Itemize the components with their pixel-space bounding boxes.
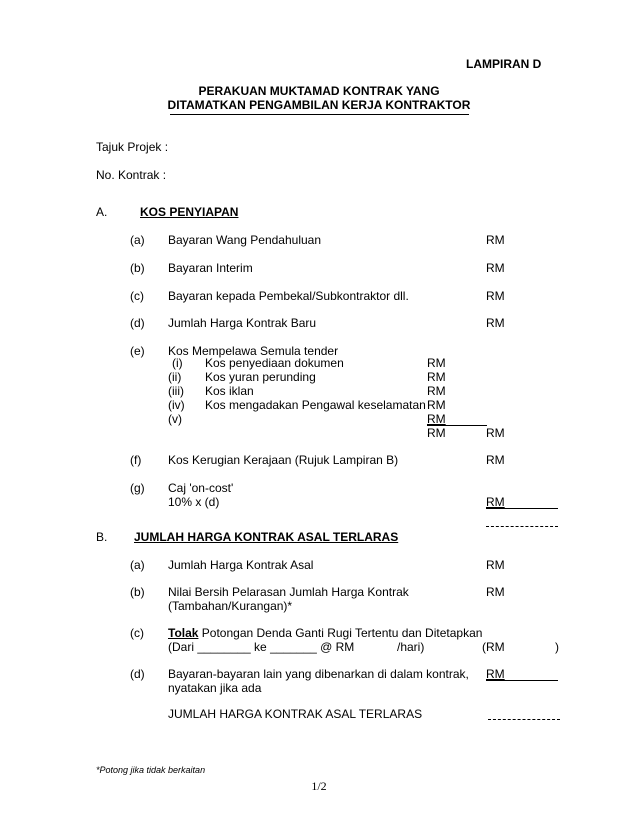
item-c-text: Bayaran kepada Pembekal/Subkontraktor dll. [168,289,409,303]
b-item-a-label: (a) [130,558,145,572]
section-b-title: JUMLAH HARGA KONTRAK ASAL TERLARAS [134,530,399,544]
b-item-d-rm: RM [486,667,505,681]
item-a-label: (a) [130,233,145,247]
item-b-label: (b) [130,261,145,275]
item-a-text: Bayaran Wang Pendahuluan [168,233,321,247]
sub-item-ii-label: (ii) [168,370,182,384]
item-d-label: (d) [130,316,145,330]
item-f-text: Kos Kerugian Kerajaan (Rujuk Lampiran B) [168,453,399,467]
sub-item-iv-text: Kos mengadakan Pengawal keselamatan [205,398,426,412]
b-total-line [488,719,560,720]
item-d-text: Jumlah Harga Kontrak Baru [168,316,317,330]
item-g-text: Caj 'on-cost' [168,481,234,495]
sub-item-iii-rm: RM [427,384,446,398]
sub-item-i-text: Kos penyediaan dokumen [205,356,344,370]
contract-number-field: No. Kontrak : [96,168,167,182]
item-d-rm: RM [486,316,505,330]
b-item-c-perday: /hari) [397,640,425,654]
b-item-d-label: (d) [130,667,145,681]
b-item-b-label: (b) [130,585,145,599]
b-item-b-text1: Nilai Bersih Pelarasan Jumlah Harga Kontrak [168,585,409,599]
b-item-c-text [168,626,482,640]
b-item-d-underline [486,680,558,681]
section-a-letter: A. [96,205,108,219]
b-item-b-rm: RM [486,585,505,599]
b-item-c-rm-open: (RM [482,640,505,654]
b-item-a-rm: RM [486,558,505,572]
sub-item-iv-rm: RM [427,398,446,412]
sub-item-iv-label: (iv) [168,398,185,412]
title-underline [170,114,469,115]
document-title-line2: DITAMATKAN PENGAMBILAN KERJA KONTRAKTOR [167,98,471,112]
sub-item-i-rm: RM [427,356,446,370]
document-title-line1: PERAKUAN MUKTAMAD KONTRAK YANG [198,84,440,98]
b-item-d-text1: Bayaran-bayaran lain yang dibenarkan di dalam kontrak, [168,667,469,681]
sub-item-ii-text: Kos yuran perunding [205,370,316,384]
section-a-title: KOS PENYIAPAN [140,205,239,219]
item-a-rm: RM [486,233,505,247]
sub-item-iii-label: (iii) [168,384,184,398]
b-item-c-text2: (Dari ________ ke _______ @ RM [168,640,355,654]
item-f-rm: RM [486,453,505,467]
b-item-d-text2: nyatakan jika ada [168,681,262,695]
item-c-rm: RM [486,289,505,303]
sub-total-rm: RM [427,426,446,440]
section-b-letter: B. [96,530,108,544]
b-item-b-text2: (Tambahan/Kurangan)* [168,599,293,613]
section-a-total-line [486,526,558,527]
item-f-label: (f) [130,453,142,467]
item-c-label: (c) [130,289,144,303]
item-e-label: (e) [130,344,145,358]
footnote: *Potong jika tidak berkaitan [96,765,206,775]
item-b-text: Bayaran Interim [168,261,253,275]
appendix-label: LAMPIRAN D [466,57,542,71]
item-e-text: Kos Mempelawa Semula tender [168,344,339,358]
b-item-c-text1: Potongan Denda Ganti Rugi Tertentu dan Ditetapkan [198,626,483,640]
sub-item-ii-rm: RM [427,370,446,384]
sub-item-iii-text: Kos iklan [205,384,254,398]
item-g-formula: 10% x (d) [168,495,220,509]
sub-total-right-rm: RM [486,426,505,440]
item-g-rm: RM [486,495,505,509]
item-g-underline [486,508,558,509]
b-item-c-label: (c) [130,626,144,640]
b-total-label: JUMLAH HARGA KONTRAK ASAL TERLARAS [168,707,423,721]
b-item-c-rm-close: ) [555,640,559,654]
b-item-c-tolak: Tolak [168,626,199,640]
sub-item-i-label: (i) [172,356,183,370]
b-item-a-text: Jumlah Harga Kontrak Asal [168,558,314,572]
item-g-label: (g) [130,481,145,495]
page-number: 1/2 [311,779,327,793]
project-title-field: Tajuk Projek : [96,140,169,154]
sub-item-v-label: (v) [168,412,182,426]
sub-item-v-rm: RM [427,412,446,426]
item-b-rm: RM [486,261,505,275]
